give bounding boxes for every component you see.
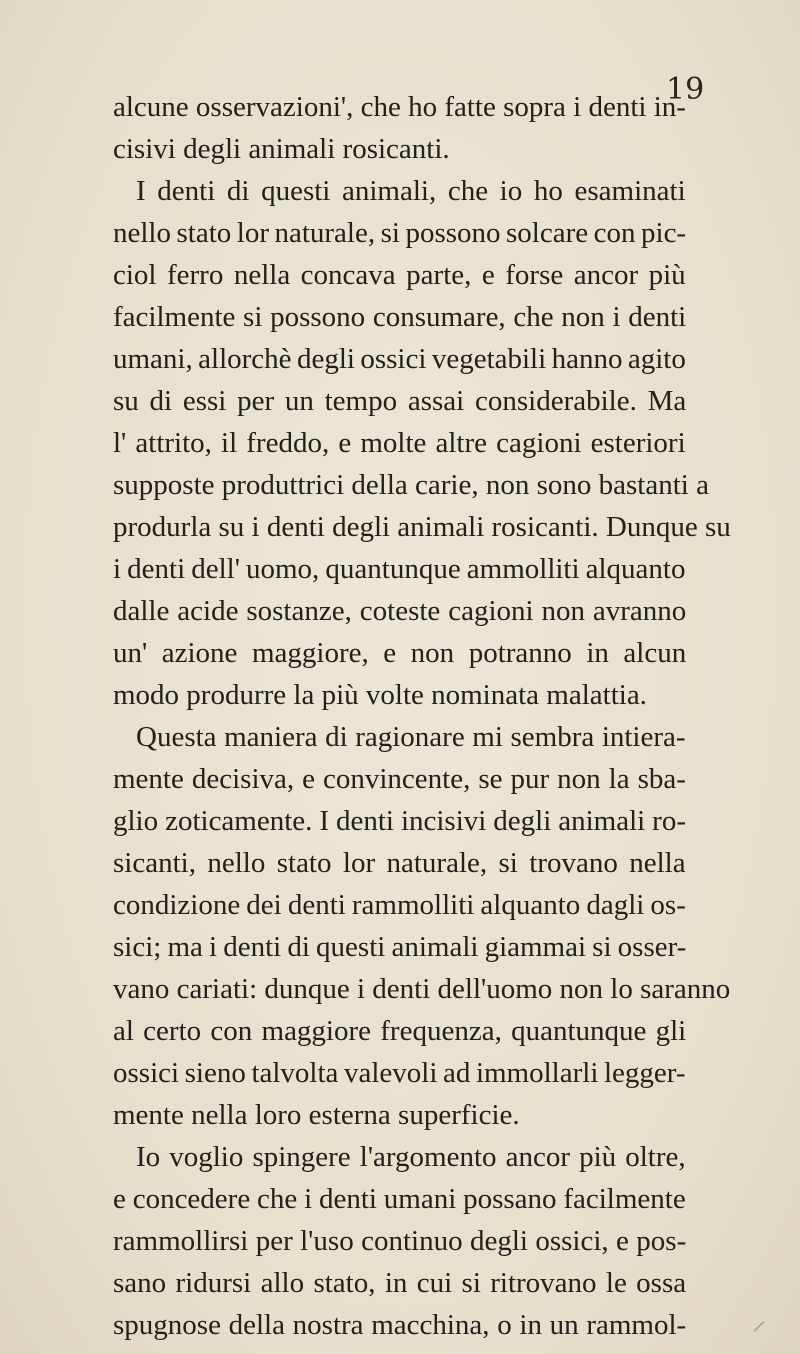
text-line: l' attrito, il freddo, e molte altre cagioni esteriori [113, 427, 686, 459]
text-line: vano cariati: dunque i denti dell'uomo non lo saranno [113, 973, 731, 1005]
stray-mark [754, 1321, 765, 1332]
text-line: facilmente si possono consumare, che non i denti [113, 301, 687, 333]
text-line: Questa maniera di ragionare mi sembra intiera- [136, 721, 686, 753]
text-line: supposte produttrici della carie, non sono bastanti a [113, 469, 709, 501]
text-line: ciol ferro nella concava parte, e forse ancor più [113, 259, 686, 291]
text-line: cisivi degli animali rosicanti. [113, 133, 450, 165]
text-line: I denti di questi animali, che io ho esaminati [136, 175, 686, 207]
text-line: rammollirsi per l'uso continuo degli ossici, e pos- [113, 1225, 687, 1257]
text-line: e concedere che i denti umani possano facilmente [113, 1183, 686, 1215]
text-line: nello stato lor naturale, si possono solcare con pic- [113, 217, 687, 249]
page-number: 19 [666, 72, 705, 107]
text-line: mente decisiva, e convincente, se pur non la sba- [113, 763, 686, 795]
text-line: modo produrre la più volte nominata malattia. [113, 679, 647, 711]
text-line: umani, allorchè degli ossici vegetabili hanno agito [113, 343, 686, 375]
text-line: sici; ma i denti di questi animali giammai si osser- [113, 931, 687, 963]
text-line: condizione dei denti rammolliti alquanto dagli os- [113, 889, 686, 921]
text-line: alcune osservazioni', che ho fatte sopra i denti in- [113, 91, 686, 123]
text-line: sicanti, nello stato lor naturale, si trovano nella [113, 847, 686, 879]
text-line: Io voglio spingere l'argomento ancor più oltre, [136, 1141, 686, 1173]
text-line: mente nella loro esterna superficie. [113, 1099, 520, 1131]
text-line: un' azione maggiore, e non potranno in alcun [113, 637, 687, 669]
text-line: ossici sieno talvolta valevoli ad immollarli legger- [113, 1057, 686, 1089]
text-line: sano ridursi allo stato, in cui si ritrovano le ossa [113, 1267, 687, 1299]
text-line: al certo con maggiore frequenza, quantunque gli [113, 1015, 687, 1047]
text-line: i denti dell' uomo, quantunque ammolliti alquanto [113, 553, 686, 585]
text-line: dalle acide sostanze, coteste cagioni non avranno [113, 595, 687, 627]
text-line: spugnose della nostra macchina, o in un rammol- [113, 1309, 687, 1341]
text-line: glio zoticamente. I denti incisivi degli animali ro- [113, 805, 687, 837]
text-line: su di essi per un tempo assai considerabile. Ma [113, 385, 687, 417]
text-line: produrla su i denti degli animali rosicanti. Dunque su [113, 511, 731, 543]
